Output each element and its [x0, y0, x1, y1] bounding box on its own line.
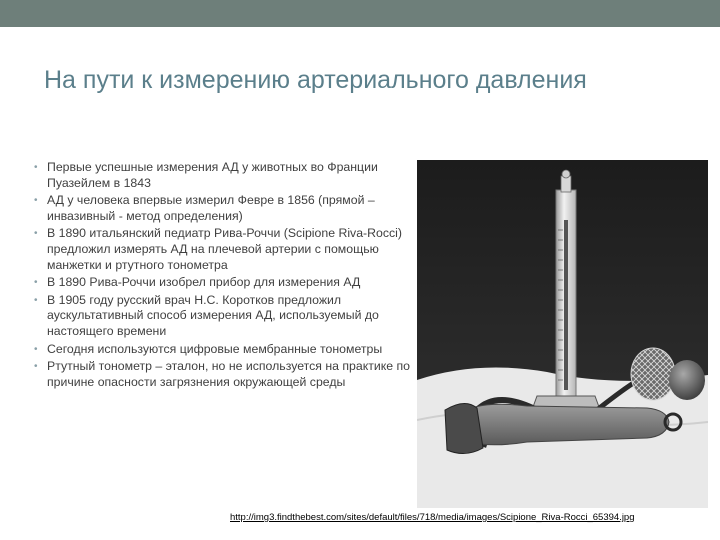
- bullet-list: [34, 160, 414, 392]
- image-source-link[interactable]: http://img3.findthebest.com/sites/default/files/718/media/images/Scipione_Riva-Rocci_65394.jpg: [230, 512, 635, 523]
- bullet-marker: •: [34, 277, 38, 289]
- bullet-item: [34, 293, 414, 340]
- bullet-text: В 1890 итальянский педиатр Рива-Роччи (Scipione Riva-Rocci) предложил измерять АД на плечевой артерии с помощью манжетки и ртутного тонометра: [47, 226, 402, 272]
- bullet-marker: •: [34, 162, 38, 173]
- bullet-item: [34, 359, 414, 390]
- top-accent-bar: [0, 0, 720, 27]
- bullet-marker: •: [34, 195, 38, 207]
- bullet-marker: •: [34, 361, 38, 373]
- bullet-text: Сегодня используются цифровые мембранные тонометры: [47, 341, 383, 356]
- bullet-text: АД у человека впервые измерил Февре в 1856 (прямой – инвазивный - метод определения): [47, 193, 375, 223]
- bullet-marker: •: [34, 228, 38, 240]
- bullet-item: [34, 342, 414, 358]
- bullet-item: [34, 226, 414, 273]
- bullet-item: [34, 160, 414, 191]
- bullet-item: [34, 275, 414, 291]
- riva-rocci-sphygmomanometer-photo: [417, 160, 708, 508]
- bullet-text: Ртутный тонометр – эталон, но не используется на практике по причине опасности загрязнения окружающей среды: [47, 359, 411, 389]
- slide-title: На пути к измерению артериального давления: [44, 66, 587, 94]
- bullet-item: [34, 193, 414, 224]
- bullet-text: В 1905 году русский врач Н.С. Коротков предложил аускультативный способ измерения АД, используемый до настоящего времени: [47, 292, 379, 338]
- bullet-text: Первые успешные измерения АД у животных во Франции Пуазейлем в 1843: [47, 160, 378, 190]
- bullet-text: В 1890 Рива-Роччи изобрел прибор для измерения АД: [47, 275, 361, 290]
- bullet-marker: •: [34, 343, 38, 355]
- bullet-marker: •: [34, 294, 38, 306]
